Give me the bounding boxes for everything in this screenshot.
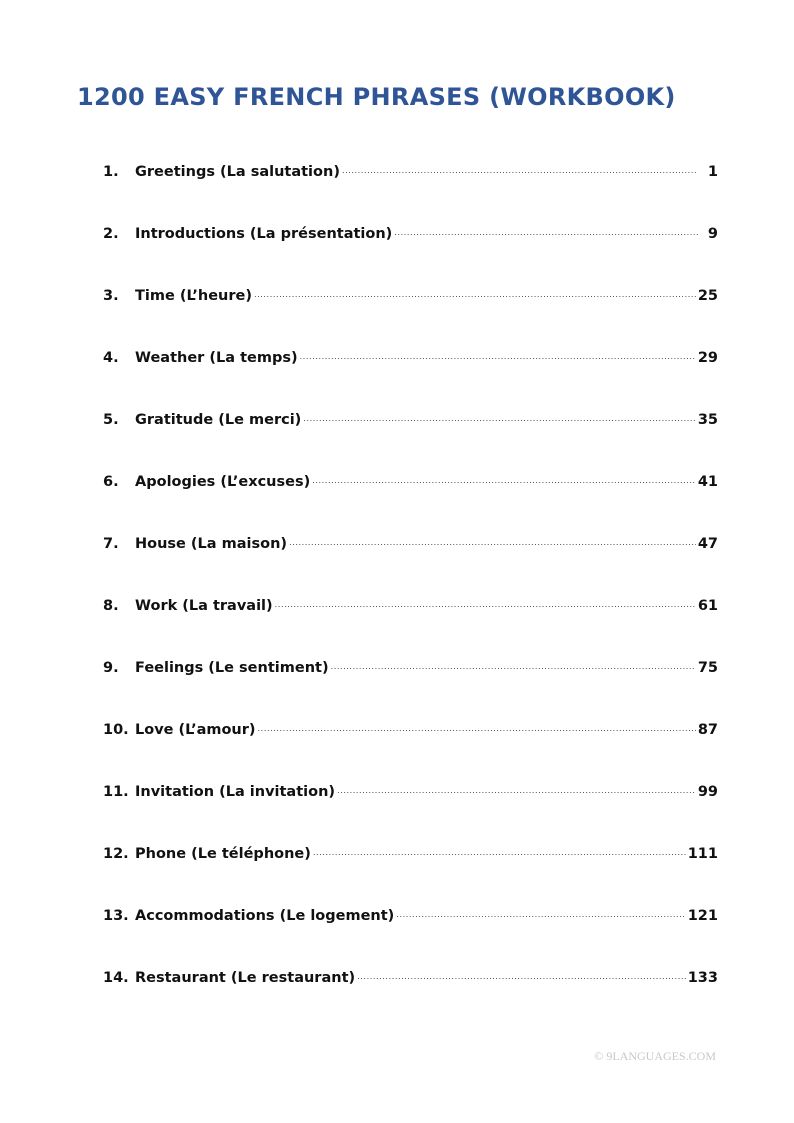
toc-entry-label: Restaurant (Le restaurant) xyxy=(135,970,356,986)
toc-entry-label: Accommodations (Le logement) xyxy=(135,908,395,924)
toc-entry-label: House (La maison) xyxy=(135,536,288,552)
toc-entry[interactable] xyxy=(103,720,718,782)
toc-entry-page: 47 xyxy=(697,536,718,552)
toc-dot-leader xyxy=(342,162,698,176)
toc-entry-label: Apologies (L’excuses) xyxy=(135,474,311,490)
toc-dot-leader xyxy=(258,720,696,734)
toc-dot-leader xyxy=(396,906,685,920)
toc-dot-leader xyxy=(254,286,696,300)
toc-entry[interactable] xyxy=(103,162,718,224)
toc-entry-label: Gratitude (Le merci) xyxy=(135,412,302,428)
toc-entry[interactable] xyxy=(103,906,718,968)
toc-entry[interactable] xyxy=(103,410,718,472)
document-title: 1200 EASY FRENCH PHRASES (WORKBOOK) xyxy=(77,83,676,111)
toc-entry[interactable] xyxy=(103,224,718,286)
toc-entry-number: 11. xyxy=(103,784,129,800)
toc-entry-number: 1. xyxy=(103,164,119,180)
toc-entry-label: Love (L’amour) xyxy=(135,722,256,738)
toc-entry-page: 25 xyxy=(697,288,718,304)
toc-entry-page: 111 xyxy=(687,846,718,862)
toc-dot-leader xyxy=(357,968,686,982)
toc-entry-page: 35 xyxy=(697,412,718,428)
toc-dot-leader xyxy=(337,782,696,796)
table-of-contents xyxy=(103,162,718,1030)
toc-entry-label: Introductions (La présentation) xyxy=(135,226,393,242)
toc-entry-page: 61 xyxy=(697,598,718,614)
toc-entry-number: 9. xyxy=(103,660,119,676)
toc-entry-label: Invitation (La invitation) xyxy=(135,784,336,800)
toc-entry[interactable] xyxy=(103,472,718,534)
toc-entry[interactable] xyxy=(103,844,718,906)
toc-entry-number: 4. xyxy=(103,350,119,366)
toc-entry-number: 13. xyxy=(103,908,129,924)
toc-entry-number: 7. xyxy=(103,536,119,552)
copyright-watermark: © 9LANGUAGES.COM xyxy=(594,1049,716,1063)
toc-dot-leader xyxy=(331,658,696,672)
toc-entry-page: 121 xyxy=(687,908,718,924)
toc-entry-page: 9 xyxy=(707,226,718,242)
toc-entry-label: Time (L’heure) xyxy=(135,288,252,304)
toc-entry[interactable] xyxy=(103,534,718,596)
toc-entry-number: 14. xyxy=(103,970,129,986)
toc-entry-page: 41 xyxy=(697,474,718,490)
toc-entry-label: Feelings (Le sentiment) xyxy=(135,660,329,676)
toc-entry[interactable] xyxy=(103,968,718,1030)
toc-entry-number: 6. xyxy=(103,474,119,490)
toc-dot-leader xyxy=(312,472,696,486)
toc-entry-page: 1 xyxy=(707,164,718,180)
toc-dot-leader xyxy=(275,596,696,610)
toc-dot-leader xyxy=(303,410,696,424)
toc-entry-number: 2. xyxy=(103,226,119,242)
toc-entry-number: 8. xyxy=(103,598,119,614)
toc-dot-leader xyxy=(289,534,696,548)
toc-entry-label: Work (La travail) xyxy=(135,598,273,614)
toc-entry-page: 87 xyxy=(697,722,718,738)
toc-entry[interactable] xyxy=(103,658,718,720)
toc-entry-number: 12. xyxy=(103,846,129,862)
toc-entry[interactable] xyxy=(103,286,718,348)
toc-entry-page: 29 xyxy=(697,350,718,366)
toc-entry-number: 10. xyxy=(103,722,129,738)
toc-entry-number: 5. xyxy=(103,412,119,428)
toc-entry-number: 3. xyxy=(103,288,119,304)
toc-dot-leader xyxy=(313,844,686,858)
toc-entry-label: Greetings (La salutation) xyxy=(135,164,340,180)
toc-entry-page: 133 xyxy=(687,970,718,986)
toc-dot-leader xyxy=(300,348,696,362)
toc-entry-label: Weather (La temps) xyxy=(135,350,298,366)
toc-entry-page: 75 xyxy=(697,660,718,676)
toc-entry-page: 99 xyxy=(697,784,718,800)
toc-entry[interactable] xyxy=(103,596,718,658)
toc-entry[interactable] xyxy=(103,348,718,410)
toc-entry-label: Phone (Le téléphone) xyxy=(135,846,311,862)
toc-dot-leader xyxy=(394,224,698,238)
toc-entry[interactable] xyxy=(103,782,718,844)
